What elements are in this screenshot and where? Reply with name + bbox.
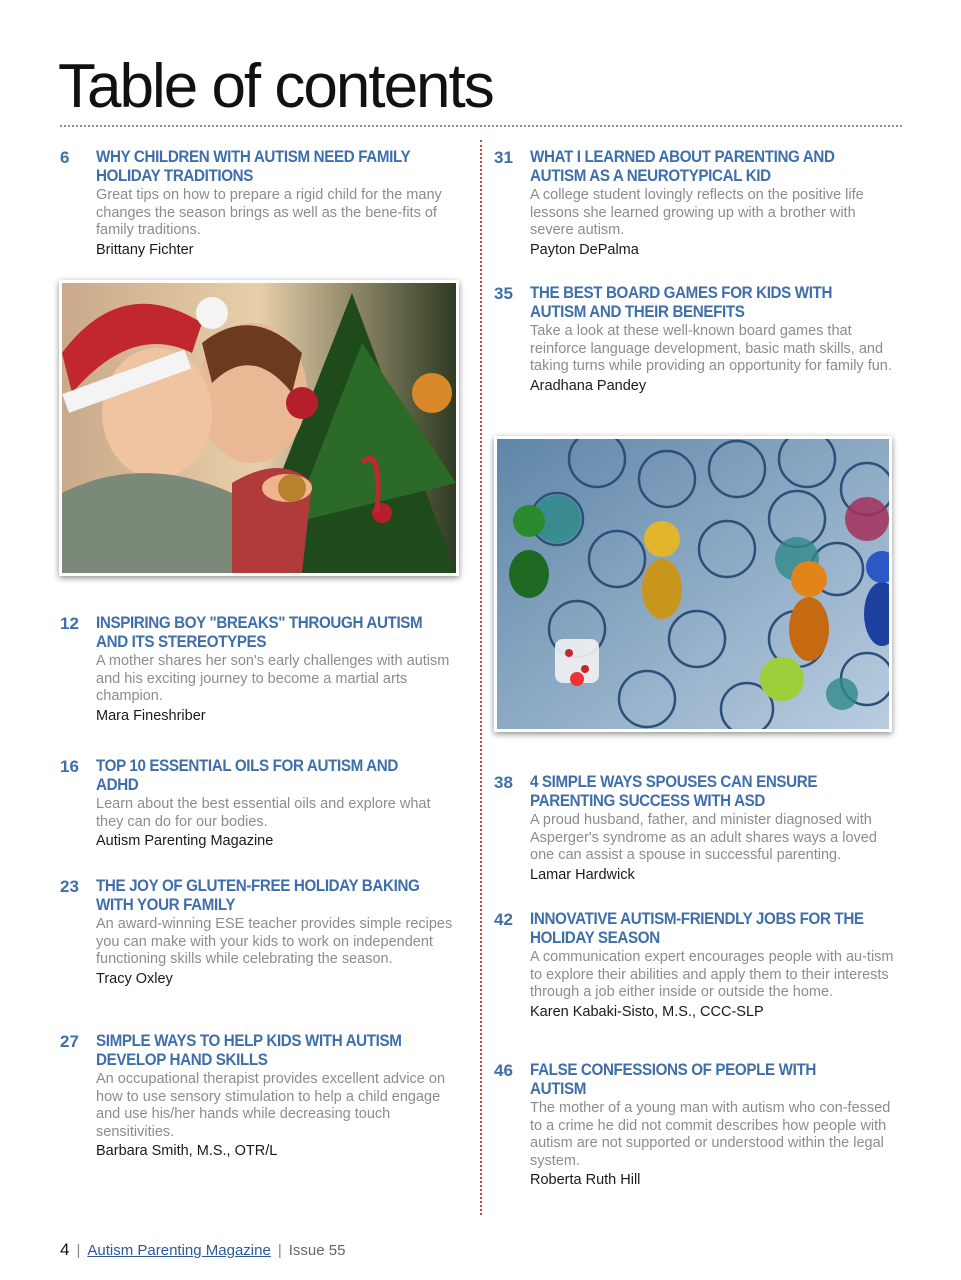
entry-title[interactable]: TOP 10 ESSENTIAL OILS FOR AUTISM AND ADHD — [96, 757, 398, 794]
toc-entry-12[interactable] — [60, 614, 460, 726]
entry-description: A mother shares her son's early challenges with autism and his exciting journey to become a martial arts champion. — [96, 653, 450, 704]
page-title: Table of contents — [58, 52, 493, 121]
entry-title[interactable]: THE JOY OF GLUTEN-FREE HOLIDAY BAKING WITH YOUR FAMILY — [96, 877, 420, 914]
entry-page-number: 42 — [494, 910, 513, 929]
entry-author: Lamar Hardwick — [530, 866, 635, 883]
entry-description: Learn about the best essential oils and explore what they can do for our bodies. — [96, 796, 431, 830]
entry-author: Aradhana Pandey — [530, 377, 647, 394]
entry-page-number: 27 — [60, 1032, 79, 1051]
column-divider — [480, 140, 482, 1215]
toc-entry-16[interactable] — [60, 757, 460, 851]
toc-entry-46[interactable] — [494, 1061, 900, 1190]
entry-author: Tracy Oxley — [96, 970, 173, 987]
entry-page-number: 31 — [494, 148, 513, 167]
page-footer — [60, 1240, 345, 1260]
entry-author: Autism Parenting Magazine — [96, 833, 274, 849]
toc-entry-42[interactable] — [494, 910, 900, 1022]
toc-entry-27[interactable] — [60, 1032, 460, 1161]
entry-description: Great tips on how to prepare a rigid child for the many changes the season brings as well as the bene-fits of family traditions. — [96, 187, 442, 238]
entry-author: Roberta Ruth Hill — [530, 1172, 641, 1188]
entry-title[interactable]: WHAT I LEARNED ABOUT PARENTING AND AUTISM AS A NEUROTYPICAL KID — [530, 148, 835, 185]
entry-author: Mara Fineshriber — [96, 707, 206, 724]
title-divider — [60, 125, 902, 127]
entry-title[interactable]: 4 SIMPLE WAYS SPOUSES CAN ENSURE PARENTING SUCCESS WITH ASD — [530, 773, 818, 810]
entry-description: Take a look at these well-known board games that reinforce language development, basic math skills, and taking turns while providing an opportunity for family fun. — [530, 323, 892, 374]
entry-author: Karen Kabaki-Sisto, M.S., CCC-SLP — [530, 1003, 764, 1020]
footer-separator: | — [277, 1242, 282, 1259]
entry-page-number: 38 — [494, 773, 513, 792]
footer-page-number: 4 — [60, 1240, 70, 1259]
entry-page-number: 35 — [494, 284, 513, 303]
toc-entry-35[interactable] — [494, 284, 900, 396]
entry-page-number: 6 — [60, 148, 70, 167]
entry-description: A college student lovingly reflects on the positive life lessons she learned growing up with a brother with severe autism. — [530, 187, 864, 238]
entry-description: An occupational therapist provides excellent advice on how to use sensory stimulation to help a child engage and use his/her hands while decreasing touch sensitivities. — [96, 1071, 446, 1140]
entry-author: Payton DePalma — [530, 241, 639, 258]
issue-label: Issue 55 — [288, 1242, 346, 1259]
entry-author: Barbara Smith, M.S., OTR/L — [96, 1143, 278, 1159]
footer-separator: | — [76, 1242, 81, 1259]
entry-description: A communication expert encourages people with au-tism to explore their abilities and apply them to their interests through a job either inside or outside the home. — [530, 949, 894, 1000]
board-game-photo — [494, 436, 892, 732]
entry-page-number: 12 — [60, 614, 79, 633]
entry-page-number: 23 — [60, 877, 79, 896]
entry-description: The mother of a young man with autism who con-fessed to a crime he did not commit describes how people with autism are not supported or understood within the legal system. — [530, 1100, 891, 1169]
entry-title[interactable]: WHY CHILDREN WITH AUTISM NEED FAMILY HOLIDAY TRADITIONS — [96, 148, 410, 185]
toc-entry-31[interactable] — [494, 148, 900, 260]
entry-description: A proud husband, father, and minister diagnosed with Asperger's syndrome as an adult shares ways a loved one can assist a spouse in successful parenting. — [530, 812, 877, 863]
entry-page-number: 46 — [494, 1061, 513, 1080]
toc-entry-38[interactable] — [494, 773, 900, 885]
entry-page-number: 16 — [60, 757, 79, 776]
magazine-link[interactable]: Autism Parenting Magazine — [87, 1242, 271, 1259]
toc-entry-6[interactable] — [60, 148, 460, 260]
christmas-tree-photo — [59, 280, 459, 576]
entry-description: An award-winning ESE teacher provides simple recipes you can make with your kids to work on independent functioning skills while celebrating the season. — [96, 916, 453, 967]
entry-title[interactable]: SIMPLE WAYS TO HELP KIDS WITH AUTISM DEVELOP HAND SKILLS — [96, 1032, 402, 1069]
entry-title[interactable]: THE BEST BOARD GAMES FOR KIDS WITH AUTISM AND THEIR BENEFITS — [530, 284, 833, 321]
entry-title[interactable]: FALSE CONFESSIONS OF PEOPLE WITH AUTISM — [530, 1061, 816, 1098]
entry-title[interactable]: INNOVATIVE AUTISM-FRIENDLY JOBS FOR THE HOLIDAY SEASON — [530, 910, 864, 947]
toc-entry-23[interactable] — [60, 877, 460, 989]
entry-title[interactable]: INSPIRING BOY "BREAKS" THROUGH AUTISM AND ITS STEREOTYPES — [96, 614, 423, 651]
entry-author: Brittany Fichter — [96, 241, 194, 258]
